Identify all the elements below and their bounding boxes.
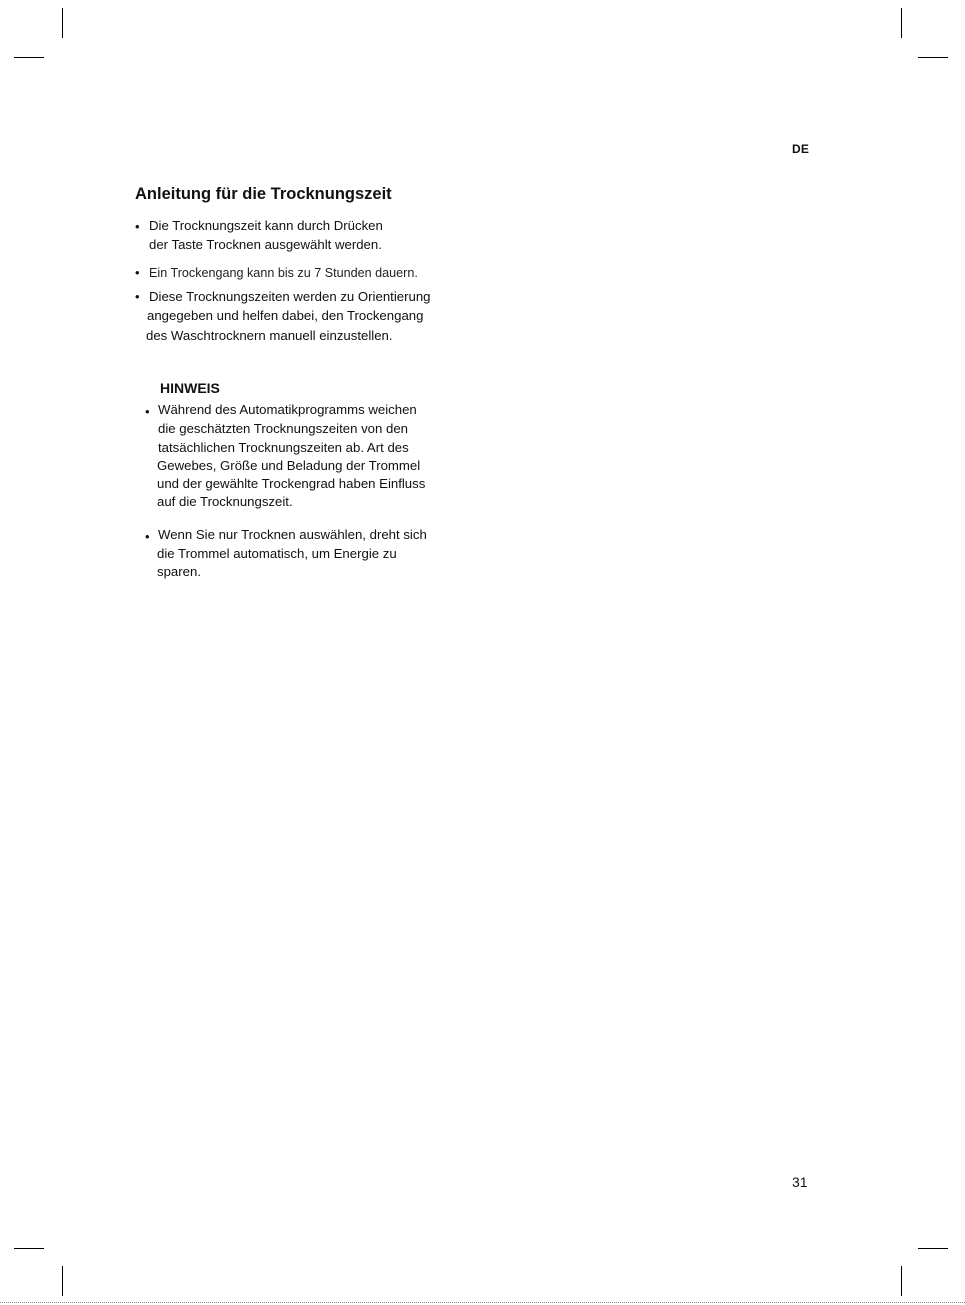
bullet-dot: • <box>145 404 150 419</box>
note-bullet-2-line-3: sparen. <box>157 564 201 579</box>
note-bullet-1-line-3: tatsächlichen Trocknungszeiten ab. Art des <box>158 440 409 455</box>
note-bullet-2-line-1: Wenn Sie nur Trocknen auswählen, dreht sich <box>158 527 427 542</box>
crop-mark-bottom-left-vertical <box>62 1266 63 1296</box>
bullet-dot: • <box>135 265 140 280</box>
note-bullet-1-line-1: Während des Automatikprogramms weichen <box>158 402 417 417</box>
page-number: 31 <box>792 1174 808 1190</box>
bullet-1-line-1: Die Trocknungszeit kann durch Drücken <box>149 218 383 233</box>
bullet-2-line-1: Ein Trockengang kann bis zu 7 Stunden dauern. <box>149 266 418 280</box>
bullet-dot: • <box>135 289 140 304</box>
bullet-3-line-1: Diese Trocknungszeiten werden zu Orientierung <box>149 289 431 304</box>
crop-mark-top-right-vertical <box>901 8 902 38</box>
note-title: HINWEIS <box>160 380 220 396</box>
crop-mark-top-right-horizontal <box>918 57 948 58</box>
bottom-trim-line <box>0 1302 965 1303</box>
language-code: DE <box>792 142 810 156</box>
note-bullet-2-line-2: die Trommel automatisch, um Energie zu <box>157 546 397 561</box>
note-bullet-1-line-2: die geschätzten Trocknungszeiten von den <box>158 421 408 436</box>
bullet-1-line-2: der Taste Trocknen ausgewählt werden. <box>149 237 382 252</box>
note-bullet-1-line-6: auf die Trocknungszeit. <box>157 494 293 509</box>
crop-mark-top-left-vertical <box>62 8 63 38</box>
crop-mark-bottom-left-horizontal <box>14 1248 44 1249</box>
bullet-3-line-3: des Waschtrocknern manuell einzustellen. <box>146 328 393 343</box>
bullet-dot: • <box>135 219 140 234</box>
section-title: Anleitung für die Trocknungszeit <box>135 185 392 203</box>
note-bullet-1-line-5: und der gewählte Trockengrad haben Einfluss <box>157 476 426 491</box>
bullet-3-line-2: angegeben und helfen dabei, den Trockengang <box>147 308 424 323</box>
note-bullet-1-line-4: Gewebes, Größe und Beladung der Trommel <box>157 458 421 473</box>
bullet-dot: • <box>145 529 150 544</box>
crop-mark-bottom-right-horizontal <box>918 1248 948 1249</box>
crop-mark-bottom-right-vertical <box>901 1266 902 1296</box>
crop-mark-top-left-horizontal <box>14 57 44 58</box>
